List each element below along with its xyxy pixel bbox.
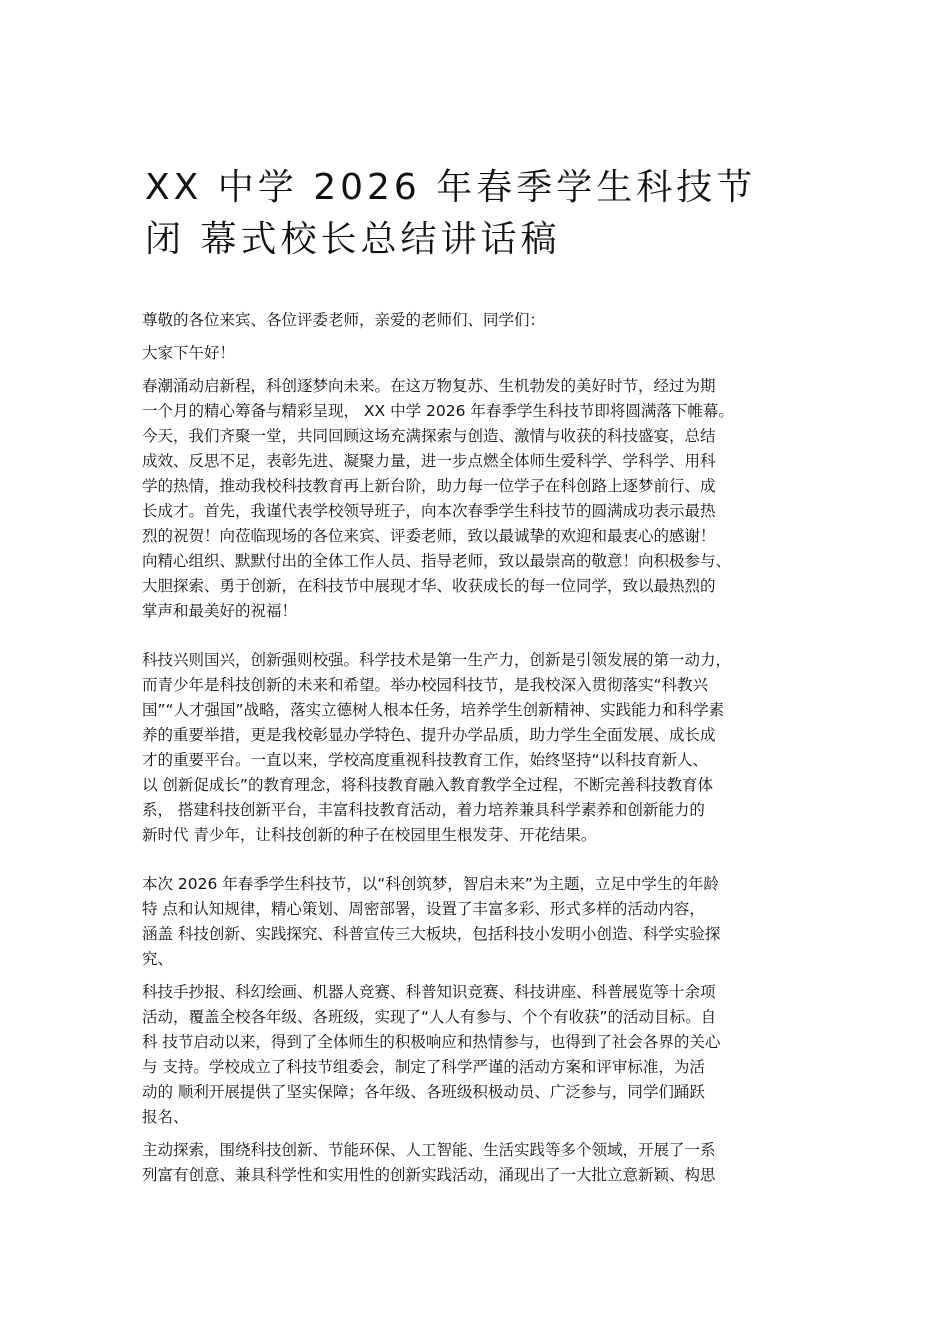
document-title bbox=[145, 162, 845, 266]
text-line: 向精心组织、默默付出的全体工作人员、指导老师，致以最崇高的敬意！向积极参与、 bbox=[142, 552, 732, 570]
text-line: 长成才。首先，我谨代表学校领导班子，向本次春季学生科技节的圆满成功表示最热 bbox=[142, 502, 716, 520]
text-line: 动的 顺利开展提供了坚实保障；各年级、各班级积极动员、广泛参与，同学们踊跃 bbox=[142, 1083, 705, 1101]
text-line: 列富有创意、兼具科学性和实用性的创新实践活动，涌现出了一大批立意新颖、构思 bbox=[142, 1166, 716, 1184]
document-body bbox=[142, 308, 822, 1188]
text-line: 学的热情，推动我校科技教育再上新台阶，助力每一位学子在科创路上逐梦前行、成 bbox=[142, 477, 716, 495]
text-line: 才的重要平台。一直以来，学校高度重视科技教育工作，始终坚持“以科技育新人、 bbox=[142, 751, 709, 769]
text-line: 以 创新促成长”的教育理念，将科技教育融入教育教学全过程，不断完善科技教育体 bbox=[142, 776, 713, 794]
title-line: 闭 幕式校长总结讲话稿 bbox=[145, 219, 561, 260]
text-line: 一个月的精心筹备与精彩呈现， XX 中学 2026 年春季学生科技节即将圆满落下帷幕。 bbox=[142, 402, 734, 420]
text-line: 特 点和认知规律，精心策划、周密部署，设置了丰富多彩、形式多样的活动内容， bbox=[142, 900, 705, 918]
text-line: 而青少年是科技创新的未来和希望。举办校园科技节，是我校深入贯彻落实“科教兴 bbox=[142, 676, 709, 694]
text-line: 国”“人才强国”战略，落实立德树人根本任务，培养学生创新精神、实践能力和科学素 bbox=[142, 701, 725, 719]
paragraph-exploration bbox=[142, 1138, 822, 1188]
text-line: 烈的祝贺！向莅临现场的各位来宾、评委老师，致以最诚挚的欢迎和最衷心的感谢！ bbox=[142, 527, 716, 545]
paragraph-activities bbox=[142, 980, 822, 1130]
text-line: 新时代 青少年，让科技创新的种子在校园里生根发芽、开花结果。 bbox=[142, 826, 597, 844]
text-line: 与 支持。学校成立了科技节组委会，制定了科学严谨的活动方案和评审标准，为活 bbox=[142, 1058, 705, 1076]
text-line: 主动探索，围绕科技创新、节能环保、人工智能、生活实践等多个领域，开展了一系 bbox=[142, 1141, 716, 1159]
paragraph-opening bbox=[142, 374, 822, 549]
text-line: 系， 搭建科技创新平台，丰富科技教育活动，着力培养兼具科学素养和创新能力的 bbox=[142, 801, 705, 819]
paragraph-thanks bbox=[142, 549, 822, 624]
paragraph-theme bbox=[142, 872, 822, 972]
salutation: 尊敬的各位来宾、各位评委老师，亲爱的老师们、同学们： bbox=[142, 311, 546, 329]
text-line: 科技兴则国兴，创新强则校强。科学技术是第一生产力，创新是引领发展的第一动力， bbox=[142, 651, 732, 669]
text-line: 究、 bbox=[142, 950, 174, 968]
text-line: 养的重要举措，更是我校彰显办学特色、提升办学品质，助力学生全面发展、成长成 bbox=[142, 726, 716, 744]
text-line: 科技手抄报、科幻绘画、机器人竞赛、科普知识竞赛、科技讲座、科普展览等十余项 bbox=[142, 983, 716, 1001]
text-line: 科 技节启动以来，得到了全体师生的积极响应和热情参与，也得到了社会各界的关心 bbox=[142, 1033, 721, 1051]
text-line: 掌声和最美好的祝福！ bbox=[142, 602, 298, 620]
text-line: 活动，覆盖全校各年级、各班级，实现了“人人有参与、个个有收获”的活动目标。自 bbox=[142, 1008, 717, 1026]
text-line: 涵盖 科技创新、实践探究、科普宣传三大板块，包括科技小发明小创造、科学实验探 bbox=[142, 925, 721, 943]
text-line: 报名、 bbox=[142, 1108, 189, 1126]
title-line: XX 中学 2026 年春季学生科技节 bbox=[145, 167, 757, 208]
greeting: 大家下午好！ bbox=[142, 344, 236, 362]
text-line: 本次 2026 年春季学生科技节，以“科创筑梦，智启未来”为主题，立足中学生的年龄 bbox=[142, 875, 719, 893]
text-line: 春潮涌动启新程，科创逐梦向未来。在这万物复苏、生机勃发的美好时节，经过为期 bbox=[142, 377, 716, 395]
paragraph-significance bbox=[142, 648, 822, 848]
text-line: 今天，我们齐聚一堂，共同回顾这场充满探索与创造、激情与收获的科技盛宴，总结 bbox=[142, 427, 716, 445]
text-line: 大胆探索、勇于创新，在科技节中展现才华、收获成长的每一位同学，致以最热烈的 bbox=[142, 577, 716, 595]
text-line: 成效、反思不足，表彰先进、凝聚力量，进一步点燃全体师生爱科学、学科学、用科 bbox=[142, 452, 716, 470]
